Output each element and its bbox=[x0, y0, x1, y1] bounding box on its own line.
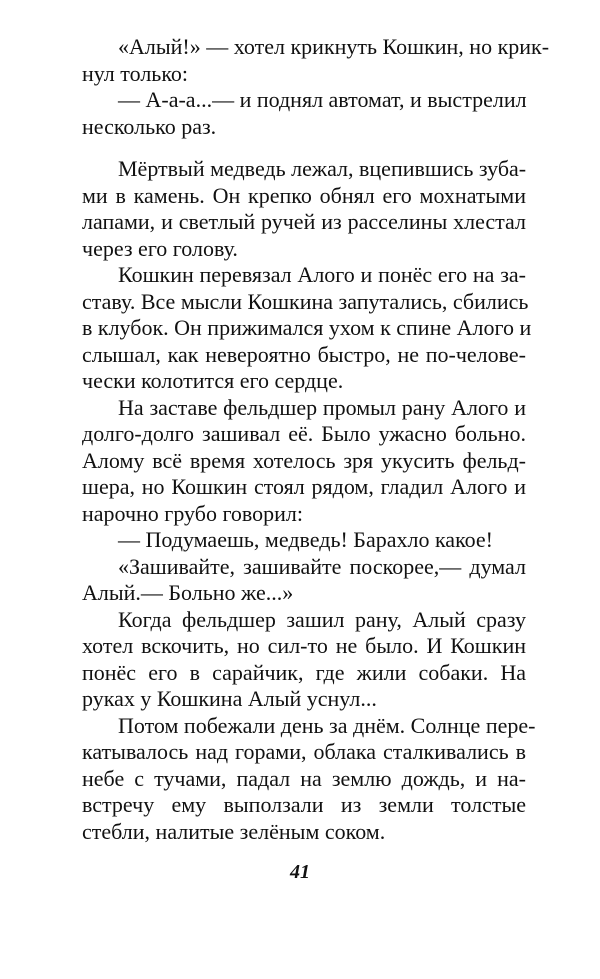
text-line: — Подумаешь, медведь! Барахло какое! bbox=[118, 527, 493, 552]
text-line: чески колотится его сердце. bbox=[82, 368, 344, 393]
text-line: в клубок. Он прижимался ухом к спине Алого и bbox=[82, 315, 532, 340]
text-line: Когда фельдшер зашил рану, Алый сразу bbox=[118, 606, 526, 632]
text-line: нул только: bbox=[82, 60, 189, 86]
text-line: Потом побежали день за днём. Солнце пере- bbox=[118, 712, 536, 738]
text-line: небе с тучами, падал на землю дождь, и на- bbox=[82, 765, 526, 791]
text-line: «Алый!» — хотел крикнуть Кошкин, но крик- bbox=[118, 34, 550, 59]
text-line: Мёртвый медведь лежал, вцепившись зуба- bbox=[118, 156, 527, 181]
text-line: лапами, и светлый ручей из расселины хлестал bbox=[82, 209, 526, 234]
text-line: нарочно грубо говорил: bbox=[82, 500, 304, 526]
text-line: Алому всё время хотелось зря укусить фельд- bbox=[82, 447, 526, 473]
text-line: ми в камень. Он крепко обнял его мохнатыми bbox=[82, 182, 526, 208]
text-line: руках у Кошкина Алый уснул... bbox=[82, 686, 377, 711]
text-line: хотел вскочить, но сил-то не было. И Кошкин bbox=[82, 633, 526, 658]
text-line: встречу ему выползали из земли толстые bbox=[82, 792, 526, 817]
text-line: слышал, как невероятно быстро, не по-челове- bbox=[82, 341, 526, 367]
text-line: — А-а-а...— и поднял автомат, и выстрелил bbox=[118, 87, 527, 112]
text-line: катывалось над горами, облака сталкивались в bbox=[82, 739, 526, 764]
text-line: Кошкин перевязал Алого и понёс его на за- bbox=[118, 262, 526, 287]
text-line: через его голову. bbox=[82, 235, 238, 261]
text-line: долго-долго зашивал её. Было ужасно больно. bbox=[82, 421, 526, 446]
page-number: 41 bbox=[290, 861, 310, 883]
text-line: стебли, налитые зелёным соком. bbox=[82, 818, 386, 844]
text-line: несколько раз. bbox=[82, 113, 217, 139]
text-line: Алый.— Больно же...» bbox=[82, 580, 294, 605]
text-line: шера, но Кошкин стоял рядом, гладил Алого и bbox=[82, 474, 526, 499]
text-line: ставу. Все мысли Кошкина запутались, сбились bbox=[82, 288, 529, 314]
text-line: На заставе фельдшер промыл рану Алого и bbox=[118, 394, 526, 420]
text-line: понёс его в сарайчик, где жили собаки. На bbox=[82, 659, 526, 685]
text-line: «Зашивайте, зашивайте поскорее,— думал bbox=[118, 553, 526, 579]
